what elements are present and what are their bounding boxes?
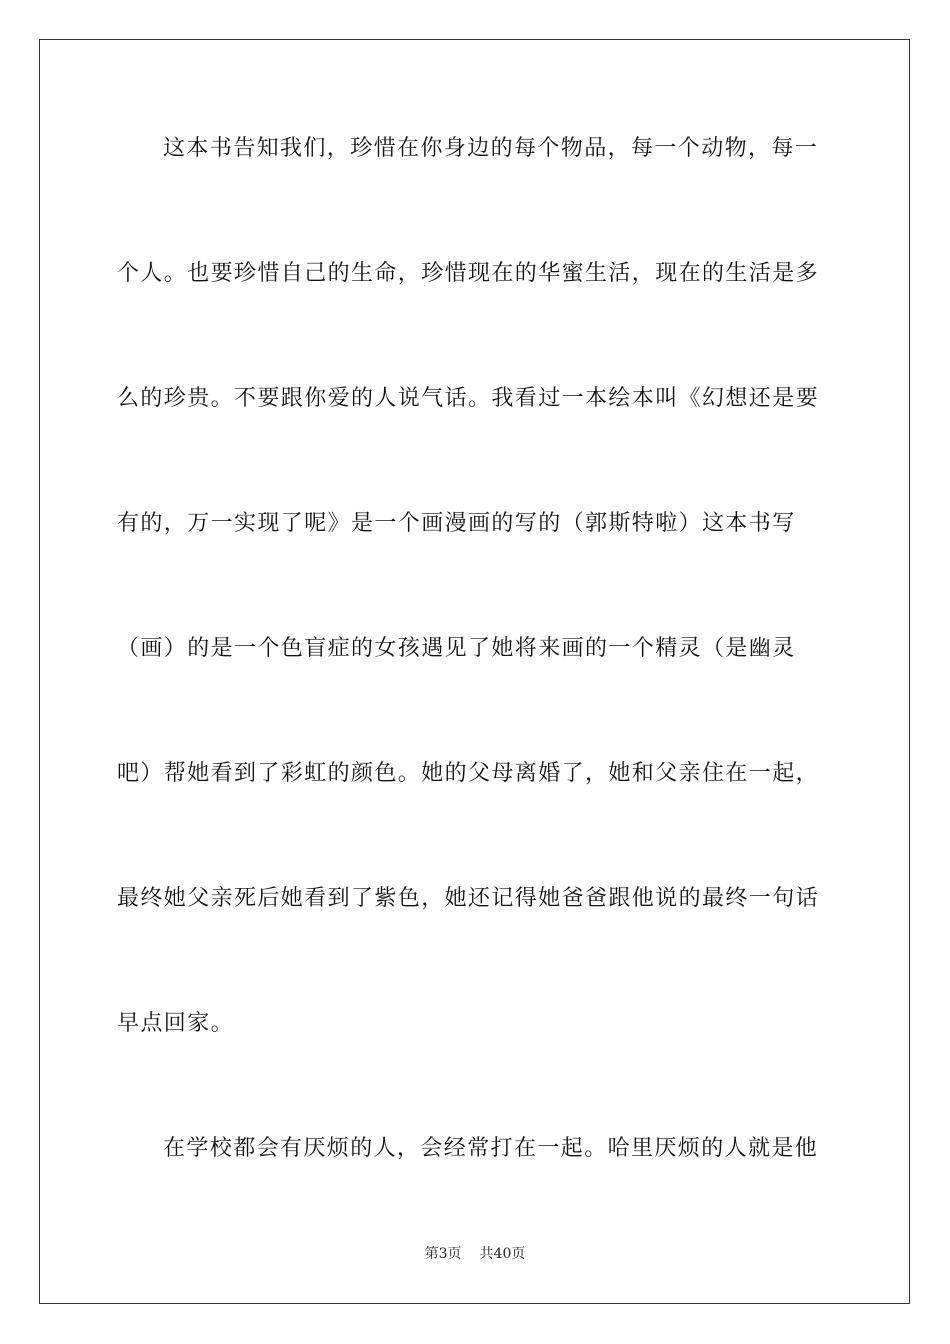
paragraph-line-4: 有的，万一实现了呢》是一个画漫画的写的（郭斯特啦）这本书写 (117, 511, 796, 536)
paragraph-line-9: 在学校都会有厌烦的人，会经常打在一起。哈里厌烦的人就是他 (163, 1136, 819, 1161)
page-footer (0, 1245, 950, 1263)
paragraph-line-5: （画）的是一个色盲症的女孩遇见了她将来画的一个精灵（是幽灵 (117, 636, 796, 661)
paragraph-line-7: 最终她父亲死后她看到了紫色，她还记得她爸爸跟他说的最终一句话 (117, 886, 820, 911)
paragraph-line-2: 个人。也要珍惜自己的生命，珍惜现在的华蜜生活，现在的生活是多 (117, 261, 820, 286)
page-number-current: 第3页 (424, 1246, 462, 1262)
page-number-total: 共40页 (479, 1246, 526, 1262)
paragraph-line-8: 早点回家。 (117, 1011, 235, 1036)
paragraph-line-6: 吧）帮她看到了彩虹的颜色。她的父母离婚了，她和父亲住在一起， (117, 761, 820, 786)
paragraph-line-3: 么的珍贵。不要跟你爱的人说气话。我看过一本绘本叫《幻想还是要 (117, 386, 820, 411)
page-frame (39, 39, 910, 1304)
paragraph-line-1: 这本书告知我们，珍惜在你身边的每个物品，每一个动物，每一 (163, 136, 819, 161)
